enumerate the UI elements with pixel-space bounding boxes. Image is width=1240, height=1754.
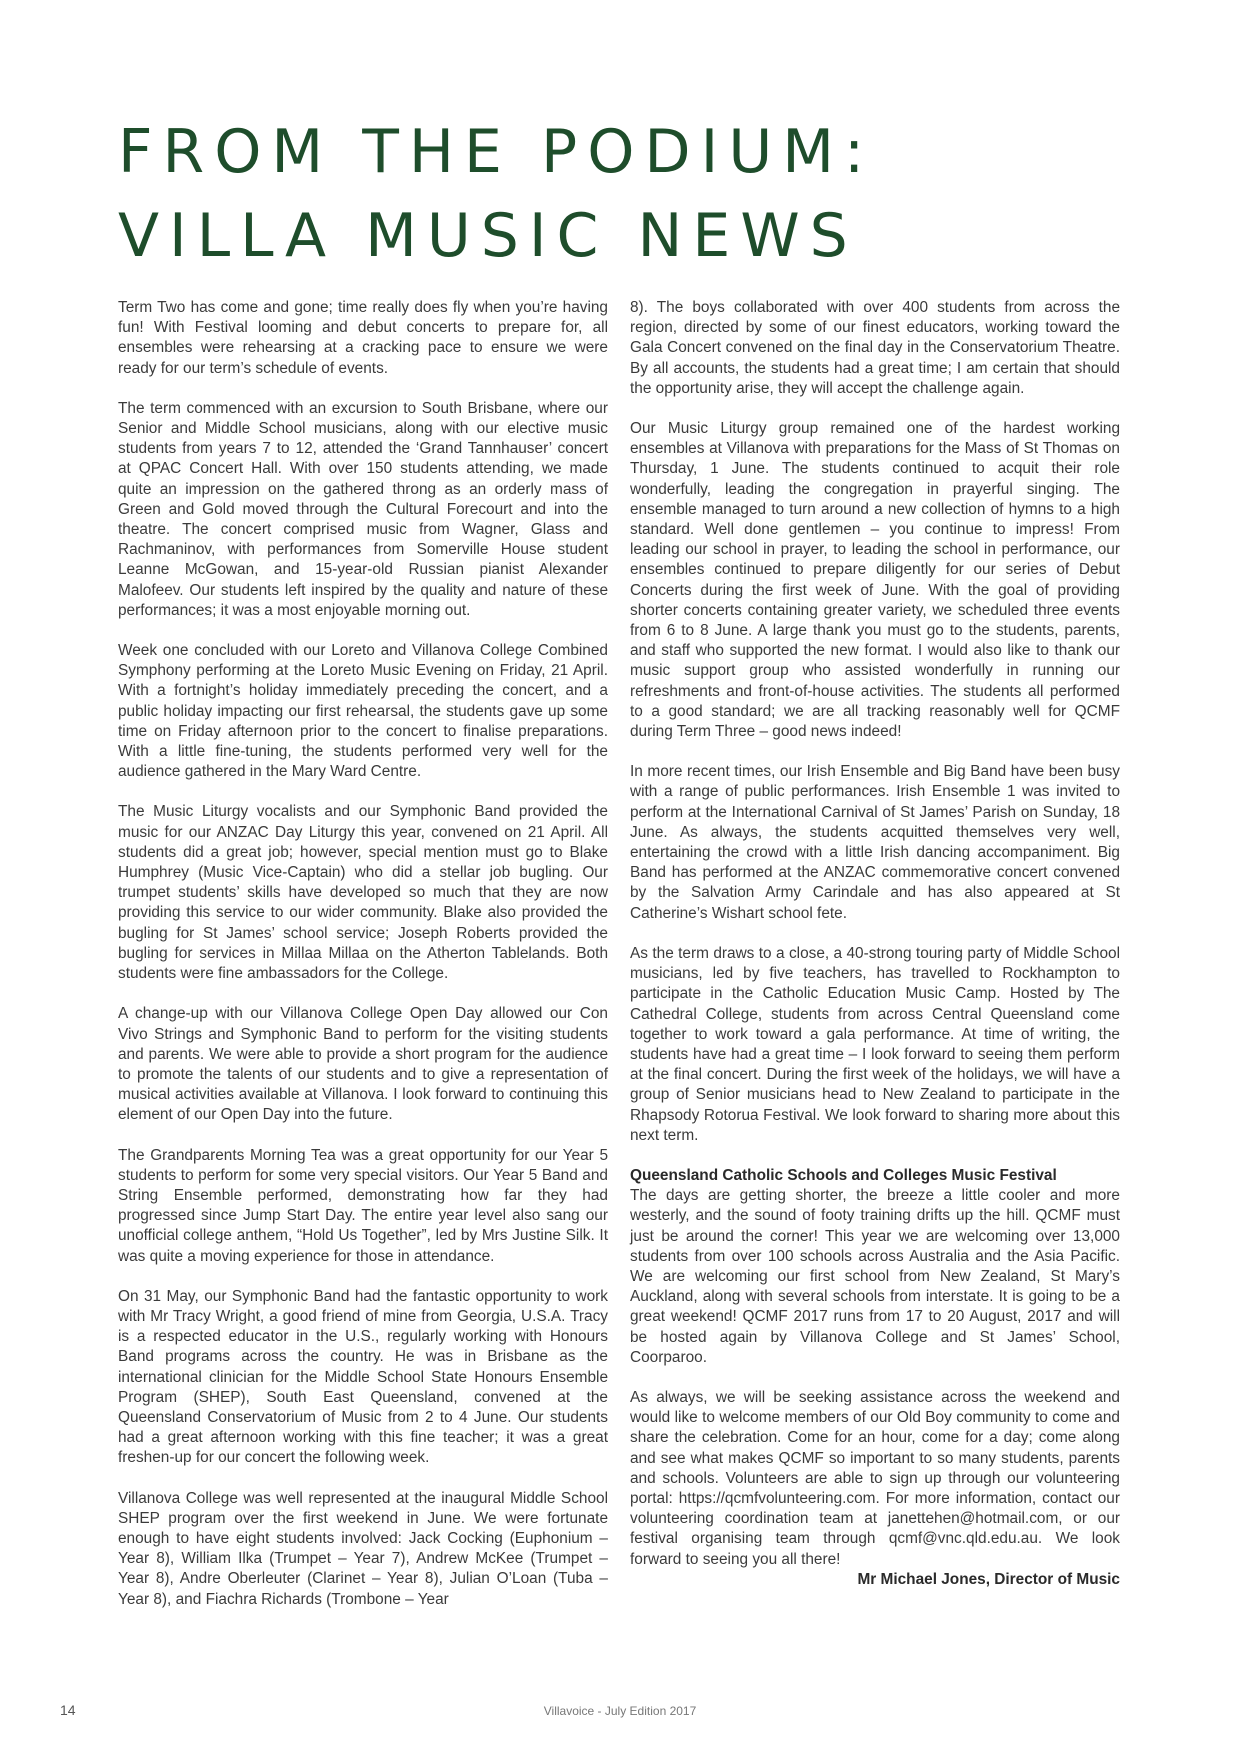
- paragraph: The days are getting shorter, the breeze a little cooler and more westerly, and the sound of footy training drifts up the hill. QCMF must just be around the corner! This year we are welcoming over 13,000 students from over 100 schools across Australia and the Asia Pacific. We are welcoming our first school from New Zealand, St Mary’s Auckland, along with several schools from interstate. It is going to be a great weekend! QCMF 2017 runs from 17 to 20 August, 2017 and will be hosted again by Villanova College and St James’ School, Coorparoo.: [630, 1187, 1120, 1366]
- author-signature: Mr Michael Jones, Director of Music: [857, 1570, 1120, 1588]
- paragraph: A change-up with our Villanova College Open Day allowed our Con Vivo Strings and Symphonic Band to perform for the visiting students and parents. We were able to provide a short program for the audience to promote the talents of our students and to give a representation of musical activities available at Villanova. I look forward to continuing this element of our Open Day into the future.: [118, 1005, 608, 1124]
- paragraph: As the term draws to a close, a 40-strong touring party of Middle School musicians, led by five teachers, has travelled to Rockhampton to participate in the Catholic Education Music Camp. Hosted by The Cathedral College, students from across Central Queensland come together to work toward a gala performance. At time of writing, the students have had a great time – I look forward to seeing them perform at the final concert. During the first week of the holidays, we will have a group of Senior musicians head to New Zealand to participate in the Rhapsody Rotorua Festival. We look forward to sharing more about this next term.: [630, 944, 1120, 1144]
- paragraph: The term commenced with an excursion to South Brisbane, where our Senior and Middle School musicians, along with our elective music students from years 7 to 12, attended the ‘Grand Tannhauser’ concert at QPAC Concert Hall. With over 150 students attending, we made quite an impression on the gathered throng as an orderly mass of Green and Gold moved through the Cultural Forecourt and into the theatre. The concert comprised music from Wagner, Glass and Rachmaninov, with performances from Somerville House student Leanne McGowan, and 15-year-old Russian pianist Alexander Malofeev. Our students left inspired by the quality and nature of these performances; it was a most enjoyable morning out.: [118, 399, 608, 619]
- paragraph: The Music Liturgy vocalists and our Symphonic Band provided the music for our ANZAC Day Liturgy this year, convened on 21 April. All students did a great job; however, special mention must go to Blake Humphrey (Music Vice-Captain) who did a stellar job bugling. Our trumpet students’ skills have developed so much that they are now providing this service to our wider community. Blake also provided the bugling for St James’ school service; Joseph Roberts provided the bugling for services in Millaa Millaa on the Atherton Tablelands. Both students were fine ambassadors for the College.: [118, 803, 608, 983]
- paragraph: Term Two has come and gone; time really does fly when you’re having fun! With Festival looming and debut concerts to prepare for, all ensembles were rehearsing at a cracking pace to ensure we were ready for our term’s schedule of events.: [118, 299, 608, 377]
- paragraph: Our Music Liturgy group remained one of the hardest working ensembles at Villanova with preparations for the Mass of St Thomas on Thursday, 1 June. The students continued to acquit their role wonderfully, leading the congregation in prayerful singing. The ensemble managed to turn around a new collection of hymns to a high standard. Well done gentlemen – you continue to impress! From leading our school in prayer, to leading the school in performance, our ensembles continued to prepare diligently for our series of Debut Concerts during the first week of June. With the goal of providing shorter concerts containing greater variety, we scheduled three events from 6 to 8 June. A large thank you must go to the students, parents, and staff who supported the new format. I would also like to thank our music support group who assisted wonderfully in running our refreshments and front-of-house activities. The students all performed to a good standard; we are all tracking reasonably well for QCMF during Term Three – good news indeed!: [630, 420, 1120, 741]
- qcmf-heading: Queensland Catholic Schools and Colleges Music Festival: [630, 1166, 1057, 1184]
- paragraph: In more recent times, our Irish Ensemble and Big Band have been busy with a range of public performances. Irish Ensemble 1 was invited to perform at the International Carnival of St James’ Parish on Sunday, 18 June. As always, the students acquitted themselves very well, entertaining the crowd with a little Irish dancing accompaniment. Big Band has performed at the ANZAC commemorative concert convened by the Salvation Army Carindale and has also appeared at St Catherine’s Wishart school fete.: [630, 763, 1120, 922]
- paragraph: As always, we will be seeking assistance across the weekend and would like to welcome members of our Old Boy community to come and share the celebration. Come for an hour, come for a day; come along and see what makes QCMF so important to so many students, parents and schools. Volunteers are able to sign up through our volunteering portal: https://qcmfvolunteering.com. For more information, contact our volunteering coordination team at janettehen@hotmail.com, or our festival organising team through qcmf@vnc.qld.edu.au. We look forward to seeing you all there!: [630, 1388, 1120, 1568]
- title-line-2: VILLA MUSIC NEWS: [118, 201, 858, 271]
- title-line-1: FROM THE PODIUM:: [118, 117, 875, 187]
- paragraph: The Grandparents Morning Tea was a great opportunity for our Year 5 students to perform for some very special visitors. Our Year 5 Band and String Ensemble performed, demonstrating how far they had progressed since Jump Start Day. The entire year level also sang our unofficial college anthem, “Hold Us Together”, led by Mrs Justine Silk. It was quite a moving experience for those in attendance.: [118, 1146, 608, 1265]
- paragraph: Villanova College was well represented at the inaugural Middle School SHEP program over the first weekend in June. We were fortunate enough to have eight students involved: Jack Cocking (Euphonium – Year 8), William Ilka (Trumpet – Year 7), Andrew McKee (Trumpet – Year 8), Andre Oberleuter (Clarinet – Year 8), Julian O’Loan (Tuba – Year 8), and Fiachra Richards (Trombone – Year: [118, 1489, 608, 1608]
- paragraph: Week one concluded with our Loreto and Villanova College Combined Symphony performing at the Loreto Music Evening on Friday, 21 April. With a fortnight’s holiday immediately preceding the concert, and a public holiday impacting our first rehearsal, the students gave up some time on Friday afternoon prior to the concert to finalise preparations. With a little fine-tuning, the students performed very well for the audience gathered in the Mary Ward Centre.: [118, 642, 608, 781]
- right-column: [630, 298, 1120, 1610]
- paragraph: 8). The boys collaborated with over 400 students from across the region, directed by some of our finest educators, working toward the Gala Concert convened on the final day in the Conservatorium Theatre. By all accounts, the students had a great time; I am certain that should the opportunity arise, they will accept the challenge again.: [630, 299, 1120, 397]
- left-column: [118, 298, 608, 1630]
- paragraph: On 31 May, our Symphonic Band had the fantastic opportunity to work with Mr Tracy Wright, a good friend of mine from Georgia, U.S.A. Tracy is a respected educator in the U.S., regularly working with Honours Band programs across the country. He was in Brisbane as the international clinician for the Middle School State Honours Ensemble Program (SHEP), South East Queensland, convened at the Queensland Conservatorium of Music from 2 to 4 June. Our students had a great afternoon working with this fine teacher; it was a great freshen-up for our concert the following week.: [118, 1287, 608, 1467]
- article-title: [118, 110, 1118, 278]
- page-number: 14: [60, 1702, 76, 1718]
- publication-footer: Villavoice - July Edition 2017: [543, 1704, 697, 1718]
